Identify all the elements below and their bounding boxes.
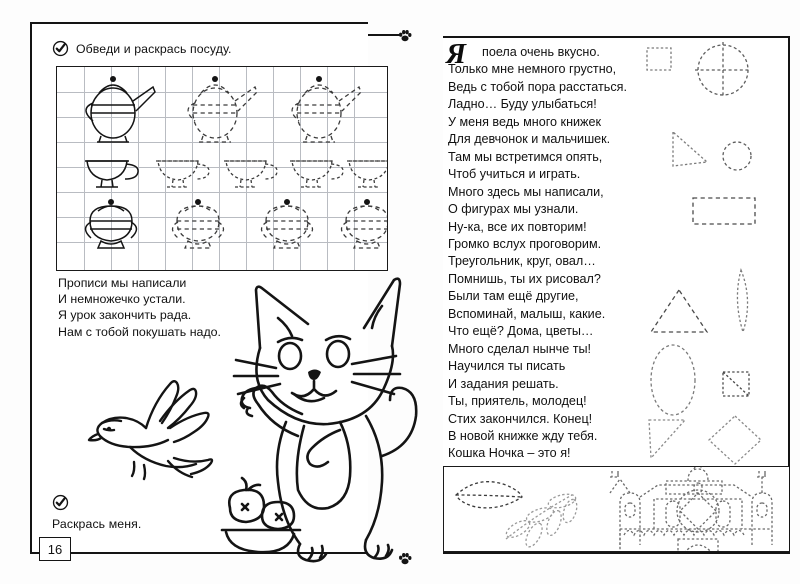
branch-drawing (504, 492, 580, 550)
paw-print-icon (397, 551, 413, 567)
triangle-large-dashed (651, 290, 707, 332)
square-diagonal-dashed (723, 372, 749, 396)
square-dashed (647, 48, 671, 70)
shapes-column (637, 32, 787, 452)
circle-small-dashed (723, 142, 751, 170)
page-number: 16 (39, 537, 71, 561)
task-label: Раскрась меня. (52, 517, 142, 531)
poem-line: Ладно… Буду улыбаться! (448, 97, 597, 112)
poem-line: Кошка Ночка – это я! (448, 446, 571, 461)
poem-line: Нам с тобой покушать надо. (58, 324, 222, 339)
poem-line: поела очень вкусно. (482, 45, 600, 59)
poem-line: Много здесь мы написали, (448, 184, 604, 199)
poem-line: Научился ты писать (448, 359, 566, 374)
paw-print-icon (397, 28, 413, 44)
poem-line: Были там ещё другие, (448, 289, 579, 304)
poem-line: Для девчонок и мальчишек. (448, 132, 611, 147)
task-label: Обведи и раскрась посуду. (76, 41, 232, 56)
bottom-drawing-box[interactable] (443, 466, 789, 552)
rectangle-dashed (693, 198, 755, 224)
poem-line: Ведь с тобой пора расстаться. (448, 79, 627, 94)
poem-line: Чтоб учиться и играть. (448, 167, 581, 182)
cup-row (85, 161, 387, 187)
leaf-drawing (456, 482, 522, 508)
poem-line: Прописи мы написали (58, 276, 187, 290)
tracing-exercise-grid[interactable] (56, 66, 388, 271)
poem-line: Громко вслух проговорим. (448, 236, 602, 251)
poem-line: Много сделал нынче ты! (448, 341, 592, 356)
check-circle-icon (52, 494, 69, 511)
castle-drawing (610, 467, 772, 551)
poem-line: Помнишь, ты их рисовал? (448, 271, 601, 286)
teapot-row (86, 76, 361, 142)
poem-line: И немножечко устали. (58, 292, 186, 307)
triangle-right-dashed (673, 132, 707, 166)
bird-illustration (82, 366, 237, 491)
poem-line: Только мне немного грустно, (448, 62, 617, 77)
poem-line: Стих закончился. Конец! (448, 411, 593, 426)
poem-line: Я урок закончить рада. (58, 308, 192, 323)
poem-line: Вспоминай, малыш, какие. (448, 306, 606, 321)
drop-cap: Я (446, 38, 466, 70)
poem-line: Там мы встретимся опять, (448, 149, 603, 164)
tracing-shapes (57, 67, 387, 270)
oval-dashed (651, 345, 695, 415)
sugar-bowl-row (86, 199, 388, 248)
poem-line: У меня ведь много книжек (448, 114, 601, 129)
cat-illustration (216, 276, 426, 566)
poem-line: О фигурах мы узнали. (448, 202, 579, 217)
poem-line: В новой книжке жду тебя. (448, 428, 598, 443)
triangle-corner-dashed (649, 420, 685, 458)
check-circle-icon (52, 40, 69, 57)
poem-line: Ну-ка, все их повторим! (448, 219, 587, 234)
poem-line: Ты, приятель, молодец! (448, 394, 587, 409)
diamond-dashed (709, 416, 761, 464)
poem-line: Треугольник, круг, овал… (448, 254, 596, 269)
left-page (30, 14, 385, 559)
poem-line: Что ещё? Дома, цветы… (448, 324, 594, 339)
poem-line: И задания решать. (448, 376, 559, 391)
task-color-me (52, 494, 69, 511)
right-page (415, 14, 790, 559)
circle-crosshair-dashed (695, 42, 751, 98)
task-trace-dishes (52, 40, 232, 57)
rhombus-tall-dashed (737, 270, 747, 332)
